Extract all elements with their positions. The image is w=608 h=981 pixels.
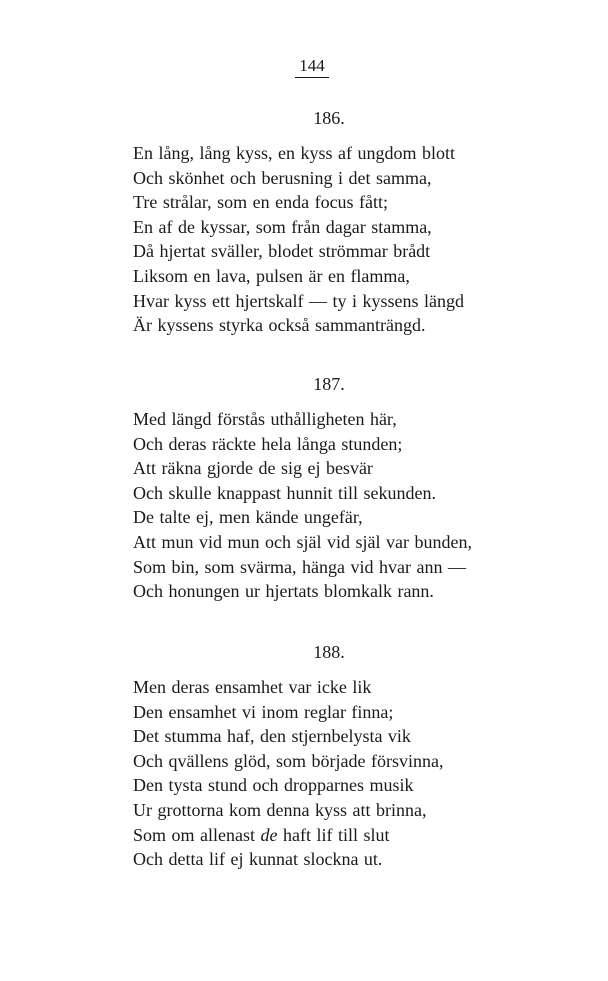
stanza-187 [133,372,573,604]
verse-line: Det stumma haf, den stjernbelysta vik [133,726,411,747]
verse-line: Och skönhet och berusning i det samma, [133,167,432,188]
verse-line: Som bin, som svärma, hänga vid hvar ann — [133,556,466,577]
verse-line: Då hjertat sväller, blodet strömmar brådt [133,241,431,262]
stanza-lines [133,675,573,872]
stanza-number: 187. [313,374,345,394]
page-number-text: 144 [295,56,329,78]
verse-line: Och detta lif ej kunnat slockna ut. [133,849,383,870]
verse-line: En af de kyssar, som från dagar stamma, [133,216,432,237]
verse-line: Ur grottorna kom denna kyss att brinna, [133,799,427,820]
verse-line: Är kyssens styrka också sammanträngd. [133,315,426,336]
verse-line: Hvar kyss ett hjertskalf — ty i kyssens längd [133,290,464,311]
verse-line: Den tysta stund och dropparnes musik [133,775,414,796]
stanza-lines [133,407,573,604]
verse-line: Med längd förstås uthålligheten här, [133,409,397,429]
stanza-lines [133,141,573,338]
verse-line: Tre strålar, som en enda focus fått; [133,192,389,213]
verse-line: Och skulle knappast hunnit till sekunden. [133,482,436,503]
stanza-188 [133,640,573,872]
verse-line: Men deras ensamhet var icke lik [133,677,372,697]
verse-line: Den ensamhet vi inom reglar finna; [133,701,394,722]
verse-line: Att mun vid mun och själ vid själ var bunden, [133,531,472,552]
verse-line: Och honungen ur hjertats blomkalk rann. [133,581,434,602]
verse-line: Och deras räckte hela långa stunden; [133,433,403,454]
verse-line: Liksom en lava, pulsen är en flamma, [133,265,410,286]
verse-line: Att räkna gjorde de sig ej besvär [133,458,373,479]
verse-line: En lång, lång kyss, en kyss af ungdom blott [133,143,455,163]
verse-line: De talte ej, men kände ungefär, [133,507,363,528]
page-number [0,56,608,78]
emphasized-word: de [260,824,278,845]
stanza-number: 188. [313,642,345,662]
stanza-number: 186. [313,108,345,128]
verse-line: Och qvällens glöd, som började försvinna, [133,750,444,771]
verse-line: Som om allenast de haft lif till slut [133,824,390,845]
stanza-186 [133,106,573,338]
